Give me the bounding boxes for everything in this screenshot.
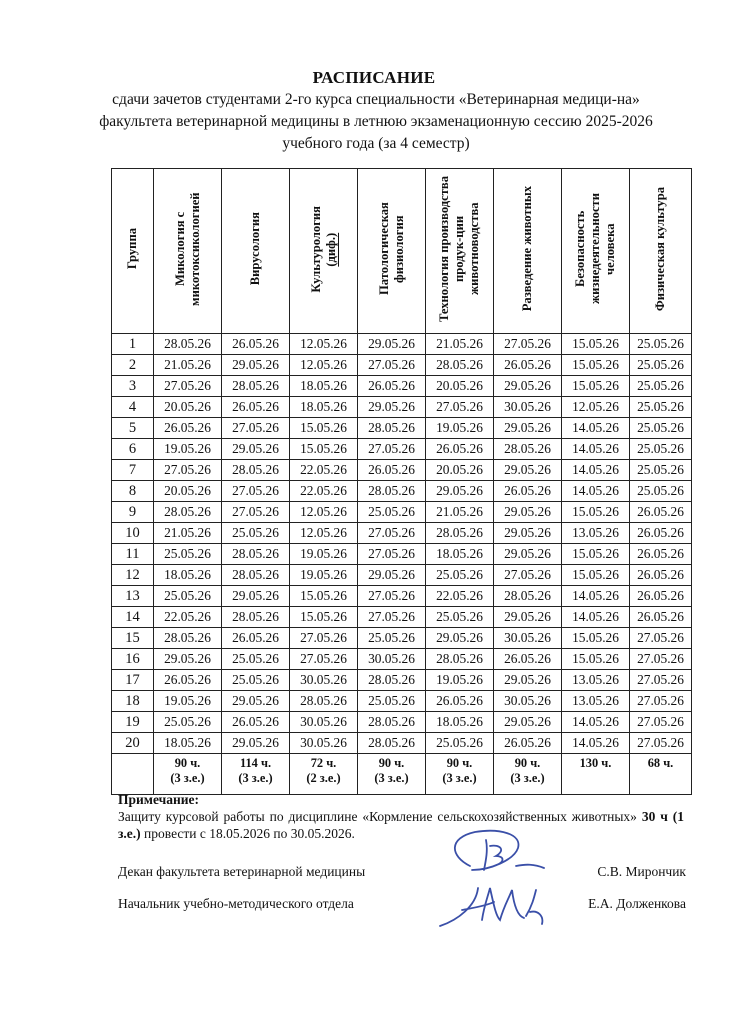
schedule-table [111,168,692,795]
date-cell: 26.05.26 [630,586,692,607]
total-hours: 90 ч. [514,756,541,770]
date-cell: 21.05.26 [154,355,222,376]
date-cell: 25.05.26 [222,649,290,670]
date-cell: 25.05.26 [154,544,222,565]
date-cell: 30.05.26 [290,670,358,691]
date-cell: 27.05.26 [358,586,426,607]
group-number-cell: 8 [112,481,154,502]
date-cell: 26.05.26 [494,733,562,754]
total-hours-cell [222,754,290,795]
total-hours: 90 ч. [378,756,405,770]
date-cell: 15.05.26 [290,586,358,607]
table-row [112,523,692,544]
date-cell: 18.05.26 [290,397,358,418]
group-number-cell: 18 [112,691,154,712]
date-cell: 29.05.26 [494,502,562,523]
table-row [112,355,692,376]
date-cell: 28.05.26 [426,649,494,670]
total-credits: (3 з.е.) [442,771,477,785]
date-cell: 26.05.26 [358,376,426,397]
total-credits: (3 з.е.) [170,771,205,785]
date-cell: 29.05.26 [222,691,290,712]
group-number-cell: 12 [112,565,154,586]
group-number-cell: 3 [112,376,154,397]
group-number-cell: 14 [112,607,154,628]
date-cell: 19.05.26 [426,670,494,691]
date-cell: 22.05.26 [290,481,358,502]
date-cell: 22.05.26 [290,460,358,481]
date-cell: 20.05.26 [426,460,494,481]
group-number-cell: 9 [112,502,154,523]
header-subject-2: Вирусология [222,169,290,334]
group-number-cell: 6 [112,439,154,460]
note-bold-hours: 30 ч (1 з.е.) [118,809,684,841]
table-row [112,712,692,733]
date-cell: 27.05.26 [630,691,692,712]
group-number-cell: 16 [112,649,154,670]
date-cell: 25.05.26 [222,523,290,544]
date-cell: 28.05.26 [222,460,290,481]
date-cell: 28.05.26 [358,733,426,754]
table-row [112,397,692,418]
date-cell: 28.05.26 [426,523,494,544]
table-row [112,607,692,628]
date-cell: 15.05.26 [562,355,630,376]
date-cell: 21.05.26 [154,523,222,544]
date-cell: 25.05.26 [630,460,692,481]
header-subject-1: Микология с микотоксикологией [154,169,222,334]
date-cell: 21.05.26 [426,334,494,355]
date-cell: 15.05.26 [562,502,630,523]
date-cell: 18.05.26 [154,565,222,586]
date-cell: 27.05.26 [630,712,692,733]
date-cell: 27.05.26 [630,670,692,691]
date-cell: 27.05.26 [358,544,426,565]
date-cell: 25.05.26 [630,334,692,355]
total-hours: 68 ч. [647,756,674,770]
date-cell: 29.05.26 [426,628,494,649]
date-cell: 28.05.26 [426,355,494,376]
date-cell: 19.05.26 [290,544,358,565]
date-cell: 28.05.26 [222,565,290,586]
date-cell: 27.05.26 [494,334,562,355]
date-cell: 27.05.26 [426,397,494,418]
table-row [112,733,692,754]
subject-3-diff-note: (диф.) [323,232,338,266]
date-cell: 30.05.26 [494,628,562,649]
total-hours-cell [494,754,562,795]
signature-role: Декан факультета ветеринарной медицины [118,864,366,879]
header-subject-7: Безопасность жизнедеятельности человека [562,169,630,334]
total-hours: 72 ч. [310,756,337,770]
date-cell: 28.05.26 [222,376,290,397]
handwritten-signature-head [438,876,558,936]
date-cell: 25.05.26 [358,691,426,712]
date-cell: 25.05.26 [358,502,426,523]
total-hours-cell [562,754,630,795]
date-cell: 29.05.26 [494,607,562,628]
date-cell: 15.05.26 [290,607,358,628]
group-number-cell: 1 [112,334,154,355]
date-cell: 30.05.26 [358,649,426,670]
date-cell: 30.05.26 [494,691,562,712]
header-group: Группа [112,169,154,334]
date-cell: 28.05.26 [290,691,358,712]
date-cell: 29.05.26 [358,565,426,586]
total-credits: (3 з.е.) [238,771,273,785]
date-cell: 27.05.26 [154,376,222,397]
date-cell: 15.05.26 [290,418,358,439]
signature-name: С.В. Мирончик [597,864,686,879]
date-cell: 13.05.26 [562,523,630,544]
date-cell: 21.05.26 [426,502,494,523]
group-number-cell: 7 [112,460,154,481]
date-cell: 15.05.26 [562,376,630,397]
date-cell: 25.05.26 [426,565,494,586]
date-cell: 27.05.26 [630,649,692,670]
total-hours: 130 ч. [579,756,612,770]
date-cell: 30.05.26 [290,733,358,754]
date-cell: 14.05.26 [562,712,630,733]
date-cell: 18.05.26 [290,376,358,397]
date-cell: 29.05.26 [222,733,290,754]
date-cell: 14.05.26 [562,418,630,439]
group-number-cell: 20 [112,733,154,754]
date-cell: 14.05.26 [562,439,630,460]
date-cell: 26.05.26 [426,691,494,712]
table-row [112,481,692,502]
table-row [112,586,692,607]
signature-role: Начальник учебно-методического отдела [118,896,354,911]
date-cell: 18.05.26 [154,733,222,754]
date-cell: 27.05.26 [222,418,290,439]
total-hours-cell [630,754,692,795]
date-cell: 28.05.26 [358,670,426,691]
date-cell: 28.05.26 [494,586,562,607]
header-subject-8: Физическая культура [630,169,692,334]
date-cell: 28.05.26 [358,481,426,502]
date-cell: 13.05.26 [562,670,630,691]
date-cell: 26.05.26 [630,502,692,523]
total-hours: 114 ч. [239,756,272,770]
date-cell: 25.05.26 [630,418,692,439]
date-cell: 27.05.26 [630,628,692,649]
date-cell: 29.05.26 [426,481,494,502]
date-cell: 26.05.26 [222,334,290,355]
date-cell: 28.05.26 [222,544,290,565]
table-row [112,376,692,397]
date-cell: 12.05.26 [290,502,358,523]
date-cell: 25.05.26 [630,439,692,460]
group-number-cell: 13 [112,586,154,607]
signature-name: Е.А. Долженкова [588,896,686,911]
date-cell: 29.05.26 [494,418,562,439]
date-cell: 27.05.26 [358,355,426,376]
date-cell: 27.05.26 [222,481,290,502]
table-row [112,460,692,481]
date-cell: 26.05.26 [222,628,290,649]
group-number-cell: 11 [112,544,154,565]
total-hours: 90 ч. [174,756,201,770]
date-cell: 12.05.26 [290,523,358,544]
date-cell: 26.05.26 [154,670,222,691]
date-cell: 29.05.26 [494,712,562,733]
totals-row [112,754,692,795]
date-cell: 27.05.26 [630,733,692,754]
date-cell: 14.05.26 [562,733,630,754]
date-cell: 19.05.26 [426,418,494,439]
date-cell: 27.05.26 [290,628,358,649]
date-cell: 25.05.26 [630,397,692,418]
table-row [112,544,692,565]
table-row [112,670,692,691]
group-number-cell: 19 [112,712,154,733]
date-cell: 25.05.26 [426,733,494,754]
date-cell: 29.05.26 [494,376,562,397]
date-cell: 18.05.26 [426,544,494,565]
date-cell: 29.05.26 [222,439,290,460]
note-heading: Примечание: [118,792,200,807]
date-cell: 29.05.26 [222,586,290,607]
date-cell: 19.05.26 [154,439,222,460]
date-cell: 15.05.26 [290,439,358,460]
date-cell: 26.05.26 [494,355,562,376]
table-row [112,334,692,355]
date-cell: 26.05.26 [358,460,426,481]
date-cell: 28.05.26 [222,607,290,628]
total-credits: (3 з.е.) [374,771,409,785]
date-cell: 18.05.26 [426,712,494,733]
date-cell: 29.05.26 [494,460,562,481]
date-cell: 25.05.26 [358,628,426,649]
date-cell: 25.05.26 [630,355,692,376]
date-cell: 20.05.26 [154,397,222,418]
table-row [112,649,692,670]
date-cell: 12.05.26 [290,334,358,355]
date-cell: 26.05.26 [494,649,562,670]
date-cell: 29.05.26 [494,523,562,544]
total-credits: (2 з.е.) [306,771,341,785]
total-hours-cell [358,754,426,795]
date-cell: 25.05.26 [630,376,692,397]
date-cell: 26.05.26 [494,481,562,502]
date-cell: 28.05.26 [154,334,222,355]
date-cell: 29.05.26 [494,670,562,691]
date-cell: 26.05.26 [630,544,692,565]
date-cell: 27.05.26 [154,460,222,481]
date-cell: 15.05.26 [562,628,630,649]
date-cell: 25.05.26 [630,481,692,502]
group-number-cell: 10 [112,523,154,544]
date-cell: 27.05.26 [494,565,562,586]
date-cell: 13.05.26 [562,691,630,712]
table-row [112,418,692,439]
date-cell: 15.05.26 [562,544,630,565]
date-cell: 28.05.26 [358,418,426,439]
group-number-cell: 4 [112,397,154,418]
date-cell: 27.05.26 [358,439,426,460]
date-cell: 30.05.26 [494,397,562,418]
date-cell: 25.05.26 [154,586,222,607]
date-cell: 26.05.26 [426,439,494,460]
document-title: РАСПИСАНИЕ [312,68,436,87]
date-cell: 12.05.26 [290,355,358,376]
table-row [112,439,692,460]
date-cell: 14.05.26 [562,481,630,502]
header-subject-5: Технология производства продук-ции животноводства [426,169,494,334]
table-row [112,628,692,649]
date-cell: 15.05.26 [562,334,630,355]
date-cell: 19.05.26 [154,691,222,712]
date-cell: 27.05.26 [222,502,290,523]
table-row [112,502,692,523]
group-number-cell: 15 [112,628,154,649]
date-cell: 25.05.26 [154,712,222,733]
date-cell: 20.05.26 [154,481,222,502]
date-cell: 26.05.26 [222,397,290,418]
date-cell: 29.05.26 [358,334,426,355]
total-hours-cell [426,754,494,795]
date-cell: 20.05.26 [426,376,494,397]
note-text: Защиту курсовой работы по дисциплине «Кормление сельскохозяйственных животных» 30 ч (1 з.е.) провести с 18.05.2026 по 30.05.2026. [118,809,684,841]
date-cell: 19.05.26 [290,565,358,586]
date-cell: 22.05.26 [154,607,222,628]
group-number-cell: 5 [112,418,154,439]
date-cell: 27.05.26 [290,649,358,670]
group-number-cell: 17 [112,670,154,691]
date-cell: 28.05.26 [154,628,222,649]
date-cell: 30.05.26 [290,712,358,733]
total-hours-cell [290,754,358,795]
date-cell: 26.05.26 [630,565,692,586]
date-cell: 26.05.26 [154,418,222,439]
date-cell: 22.05.26 [426,586,494,607]
total-credits: (3 з.е.) [510,771,545,785]
date-cell: 26.05.26 [630,523,692,544]
header-subject-6: Разведение животных [494,169,562,334]
header-subject-3: Культурология (диф.) [290,169,358,334]
date-cell: 29.05.26 [222,355,290,376]
date-cell: 25.05.26 [426,607,494,628]
date-cell: 28.05.26 [154,502,222,523]
date-cell: 14.05.26 [562,607,630,628]
total-hours: 90 ч. [446,756,473,770]
totals-empty-cell [112,754,154,795]
date-cell: 29.05.26 [358,397,426,418]
document-subtitle: сдачи зачетов студентами 2-го курса специальности «Ветеринарная медици-на» факультета ветеринарной медицины в летнюю экзаменационную сессию 2025-2026 учебного года (за 4 семестр) [99,91,653,152]
date-cell: 29.05.26 [494,544,562,565]
date-cell: 27.05.26 [358,523,426,544]
date-cell: 15.05.26 [562,649,630,670]
table-row [112,691,692,712]
date-cell: 14.05.26 [562,586,630,607]
date-cell: 27.05.26 [358,607,426,628]
header-subject-4: Патологическая физиология [358,169,426,334]
date-cell: 29.05.26 [154,649,222,670]
table-row [112,565,692,586]
date-cell: 12.05.26 [562,397,630,418]
group-number-cell: 2 [112,355,154,376]
date-cell: 26.05.26 [630,607,692,628]
table-header-row [112,169,692,334]
date-cell: 26.05.26 [222,712,290,733]
total-hours-cell [154,754,222,795]
date-cell: 28.05.26 [494,439,562,460]
date-cell: 28.05.26 [358,712,426,733]
date-cell: 15.05.26 [562,565,630,586]
date-cell: 25.05.26 [222,670,290,691]
date-cell: 14.05.26 [562,460,630,481]
